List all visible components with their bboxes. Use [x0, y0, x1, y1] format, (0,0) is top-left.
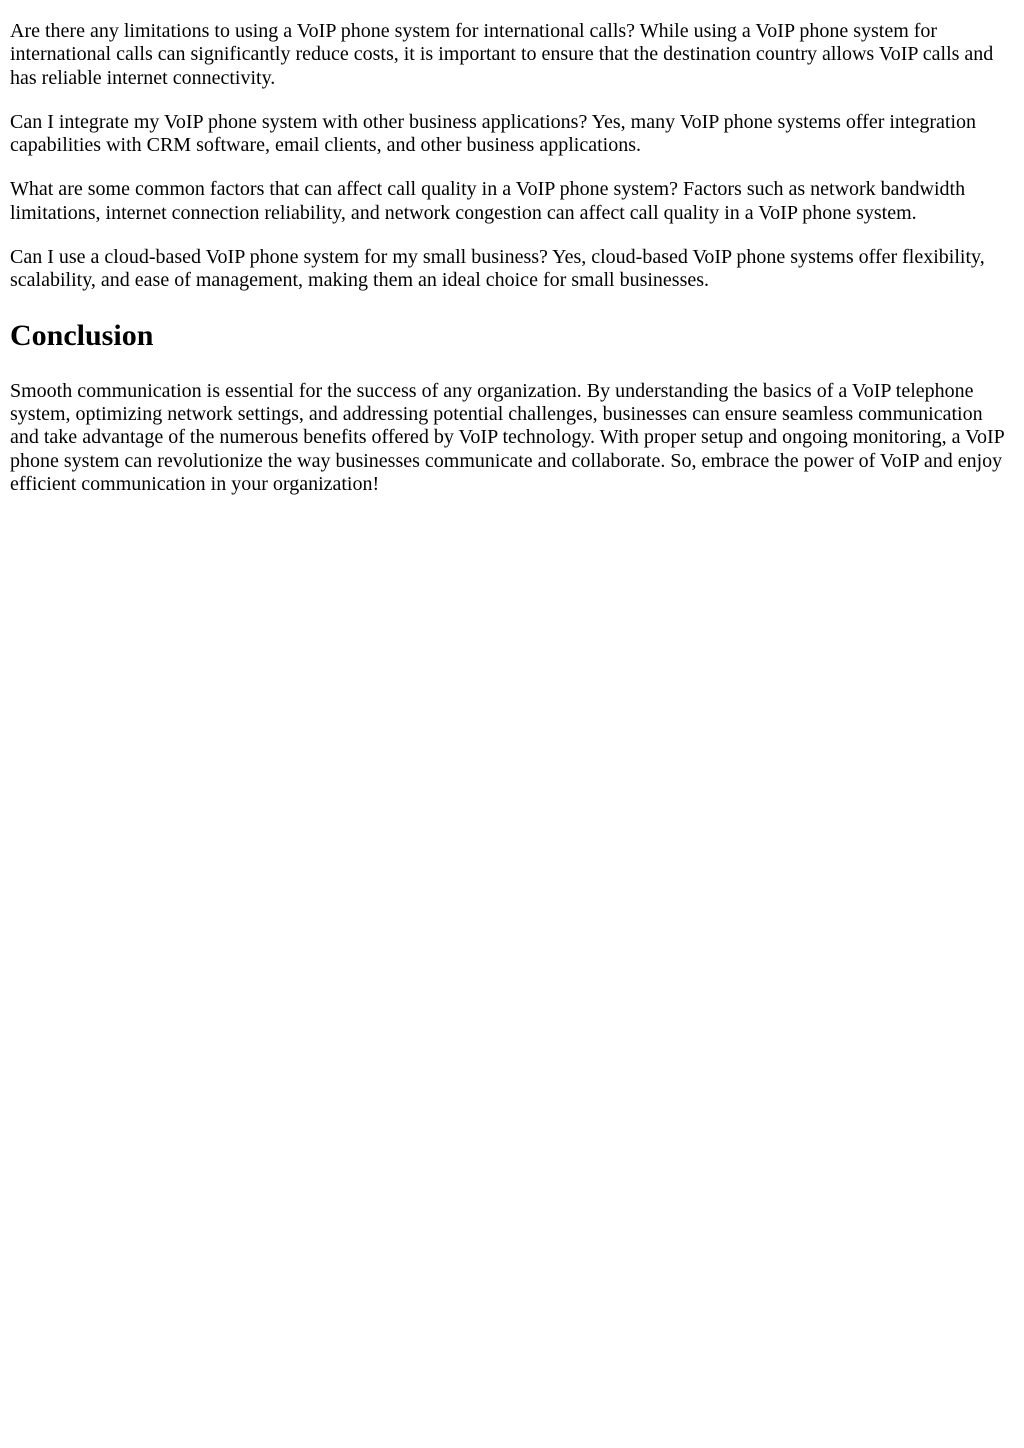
- conclusion-section: [10, 319, 1014, 496]
- faq-paragraph-integration: Can I integrate my VoIP phone system with other business applications? Yes, many VoIP phone systems offer integration capabilities with CRM software, email clients, and other business applications.: [10, 110, 977, 157]
- faq-paragraph-cloud-based: Can I use a cloud-based VoIP phone system for my small business? Yes, cloud-based VoIP phone systems offer flexibility, scalability, and ease of management, making them an ideal choice for small businesses.: [10, 246, 985, 292]
- faq-paragraph-international-calls: Are there any limitations to using a VoIP phone system for international calls? While using a VoIP phone system for international calls can significantly reduce costs, it is important to ensure that the destination country allows VoIP calls and has reliable internet connectivity.: [10, 20, 994, 89]
- document-content: [10, 20, 1014, 496]
- faq-paragraph-call-quality: What are some common factors that can affect call quality in a VoIP phone system? Factors such as network bandwidth limitations, internet connection reliability, and network congestion can affect call quality in a VoIP phone system.: [10, 178, 966, 224]
- conclusion-paragraph: Smooth communication is essential for the success of any organization. By understanding the basics of a VoIP telephone system, optimizing network settings, and addressing potential challenges, businesses can ensure seamless communication and take advantage of the numerous benefits offered by VoIP technology. With proper setup and ongoing monitoring, a VoIP phone system can revolutionize the way businesses communicate and collaborate. So, embrace the power of VoIP and enjoy efficient communication in your organization!: [10, 379, 1005, 495]
- conclusion-heading: Conclusion: [10, 318, 154, 352]
- faq-section: [10, 20, 1014, 293]
